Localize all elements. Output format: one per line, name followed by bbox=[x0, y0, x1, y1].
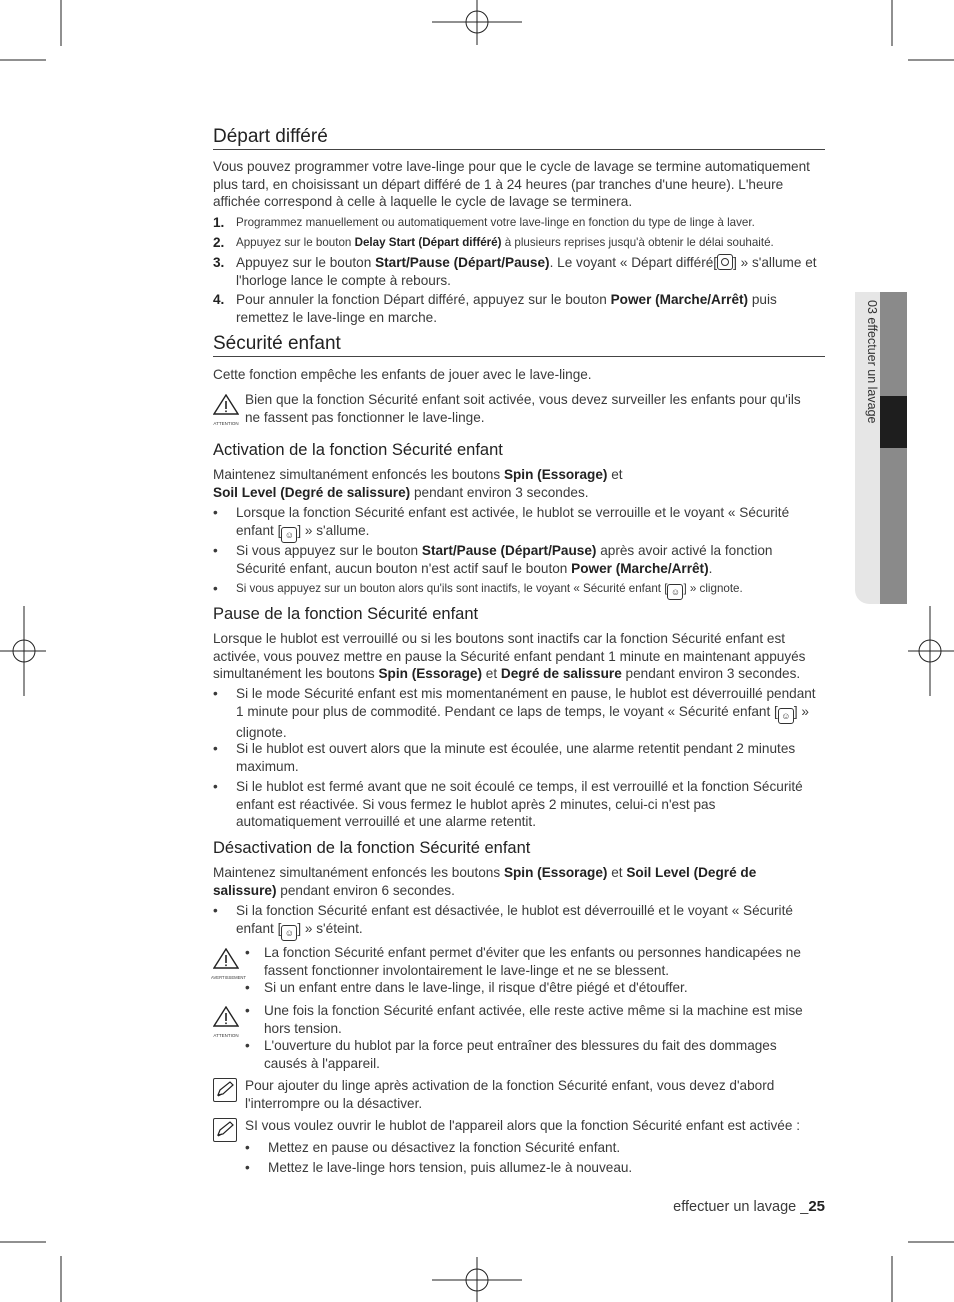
page-number: 25 bbox=[808, 1198, 825, 1215]
note-pencil-icon bbox=[213, 1078, 237, 1102]
child-lock-icon: ☺ bbox=[281, 925, 297, 941]
child-lock-icon: ☺ bbox=[778, 708, 794, 724]
section-title-securite: Sécurité enfant bbox=[213, 335, 825, 357]
securite-intro: Cette fonction empêche les enfants de jouer avec le lave-linge. bbox=[213, 367, 592, 382]
desactivation-intro: Maintenez simultanément enfoncés les boutons Spin (Essorage) et Soil Level (Degré de salissure) pendant environ 6 secondes. bbox=[213, 865, 757, 898]
chapter-side-tab-label: 03 effectuer un lavage bbox=[865, 300, 879, 424]
avertissement-warning-icon: AVERTISSEMENT bbox=[213, 948, 239, 980]
note-1-text: Pour ajouter du linge après activation de la fonction Sécurité enfant, vous devez d'abord l'interrompre ou la désactiver. bbox=[245, 1078, 775, 1111]
note-2-text: SI vous voulez ouvrir le hublot de l'appareil alors que la fonction Sécurité enfant est activée : bbox=[245, 1118, 800, 1133]
subsection-title-desactivation: Désactivation de la fonction Sécurité enfant bbox=[213, 839, 531, 857]
attention-warning-icon-2: ATTENTION bbox=[213, 1006, 239, 1038]
delay-clock-icon bbox=[717, 254, 733, 270]
securite-attention-text: Bien que la fonction Sécurité enfant soit activée, vous devez surveiller les enfants pour qu'ils ne fassent pas fonctionner le lave-linge. bbox=[245, 392, 801, 425]
pause-intro: Lorsque le hublot est verrouillé ou si les boutons sont inactifs car la fonction Sécurité enfant est activée, vous pouvez mettre en pause la Sécurité enfant pendant 1 minute en maintenant appuyés simultanément les boutons Spin (Essorage) et Degré de salissure pendant environ 3 secondes. bbox=[213, 631, 806, 682]
chapter-side-tab-bar bbox=[880, 292, 907, 604]
activation-intro: Maintenez simultanément enfoncés les boutons Spin (Essorage) et Soil Level (Degré de salissure) pendant environ 3 secondes. bbox=[213, 467, 623, 500]
page-footer: effectuer un lavage _25 bbox=[673, 1198, 825, 1215]
child-lock-icon: ☺ bbox=[281, 527, 297, 543]
note-pencil-icon-2 bbox=[213, 1118, 237, 1142]
chapter-side-tab-marker bbox=[880, 396, 907, 448]
attention-warning-icon: ATTENTION bbox=[213, 394, 239, 426]
subsection-title-pause: Pause de la fonction Sécurité enfant bbox=[213, 605, 479, 623]
section-title-depart: Départ différé bbox=[213, 128, 825, 150]
child-lock-icon: ☺ bbox=[667, 584, 683, 600]
depart-intro: Vous pouvez programmer votre lave-linge pour que le cycle de lavage se termine automatiquement plus tard, en choisissant un départ différé de 1 à 24 heures (par tranches d'une heure). L'heure affichée correspond à celle à laquelle le cycle de lavage se terminera. bbox=[213, 159, 810, 210]
subsection-title-activation: Activation de la fonction Sécurité enfant bbox=[213, 441, 503, 459]
